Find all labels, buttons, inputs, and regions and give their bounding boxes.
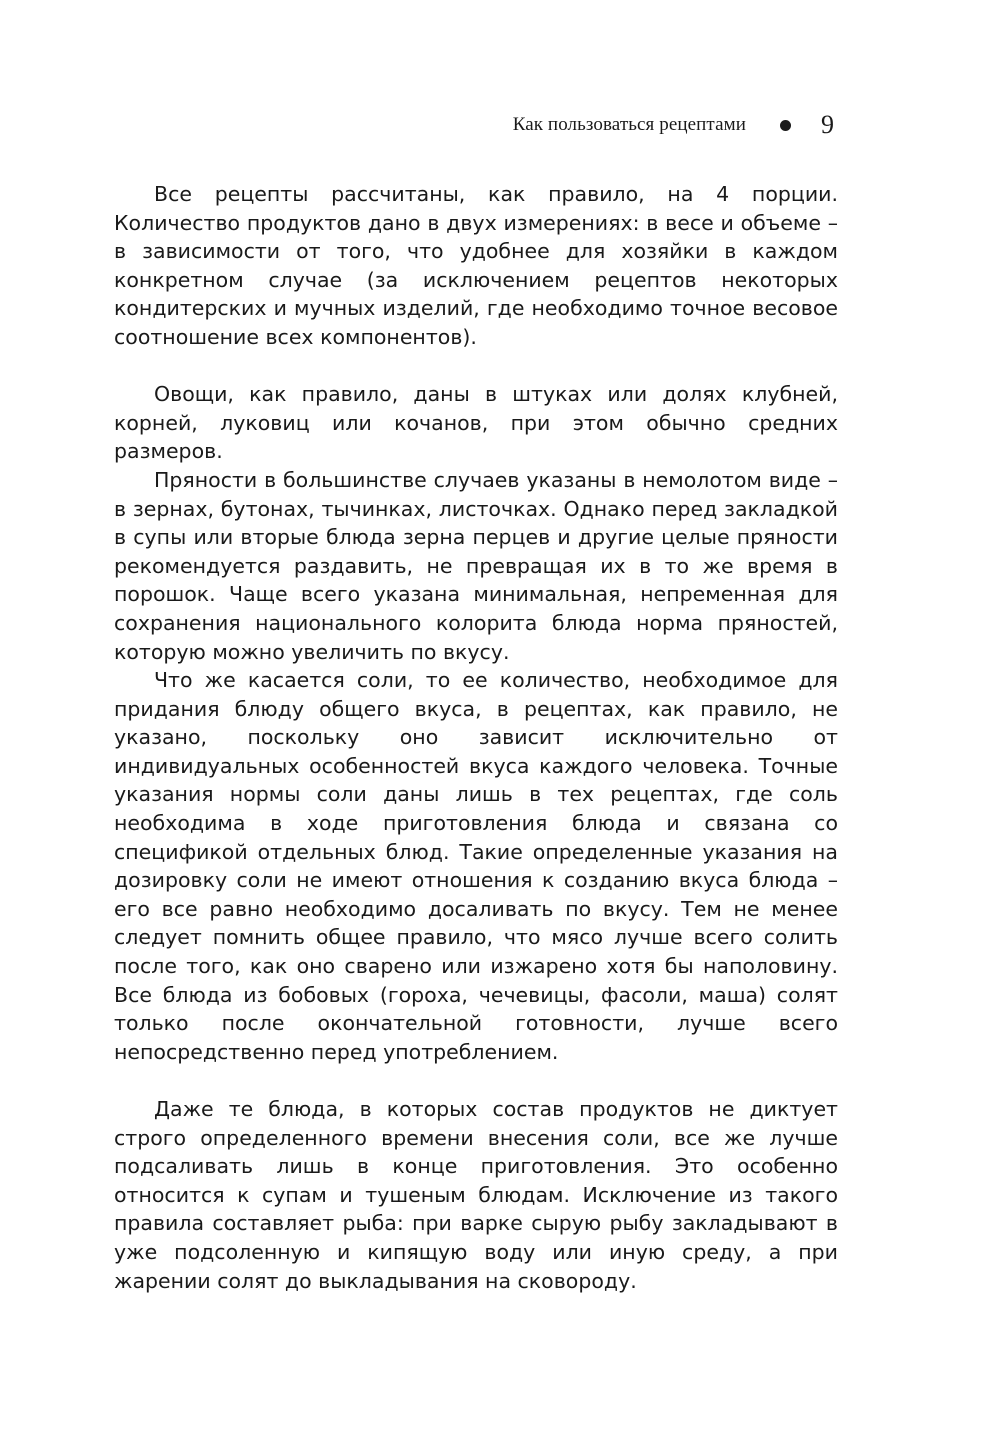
paragraph-salt: Что же касается соли, то ее количество, необходимое для придания блюду общего вкуса, в рецептах, как правило, не указано, поскольку оно зависит исключительно от индивидуальных особенностей вкуса каждого человека. Точные указания нормы соли даны лишь в тех рецептах, где соль необходима в ходе приготовления блюда и связана со спецификой отдельных блюд. Такие определенные указания на дозировку соли не имеют отношения к созданию вкуса блюда – его все равно необходимо досаливать по вкусу. Тем не менее следует помнить общее правило, что мясо лучше всего солить после того, как оно сварено или изжарено хотя бы наполовину. Все блюда из бобовых (гороха, чечевицы, фасоли, маша) солят только после окончательной готовности, лучше всего непосредственно перед употреблением. — [114, 668, 838, 1064]
running-title: Как пользоваться рецептами — [512, 114, 746, 135]
running-head — [513, 108, 834, 142]
paragraph-portions: Все рецепты рассчитаны, как правило, на 4 порции. Количество продуктов дано в двух измерениях: в весе и объеме – в зависимости от того, что удобнее для хозяйки в каждом конкретном случае (за исключением рецептов некоторых кондитерских и мучных изделий, где необходимо точное весовое соотношение всех компонентов). — [114, 182, 838, 349]
page-number: 9 — [821, 110, 834, 139]
body-text — [114, 180, 838, 1295]
paragraph-salting-time: Даже те блюда, в которых состав продуктов не диктует строго определенного времени внесения соли, все же лучше подсаливать лишь в конце приготовления. Это особенно относится к супам и тушеным блюдам. Исключение из такого правила составляет рыба: при варке сырую рыбу закладывают в уже подсоленную и кипящую воду или иную среду, а при жарении солят до выкладывания на сковороду. — [114, 1097, 838, 1293]
paragraph-vegetables: Овощи, как правило, даны в штуках или долях клубней, корней, луковиц или кочанов, при этом обычно средних размеров. — [114, 382, 838, 464]
paragraph-spices: Пряности в большинстве случаев указаны в немолотом виде – в зернах, бутонах, тычинках, листочках. Однако перед закладкой в супы или вторые блюда зерна перцев и другие целые пряности рекомендуется раздавить, не превращая их в то же время в порошок. Чаще всего указана минимальная, непременная для сохранения национального колорита блюда норма пряностей, которую можно увеличить по вкусу. — [114, 467, 838, 664]
bullet-separator-icon — [780, 120, 791, 131]
